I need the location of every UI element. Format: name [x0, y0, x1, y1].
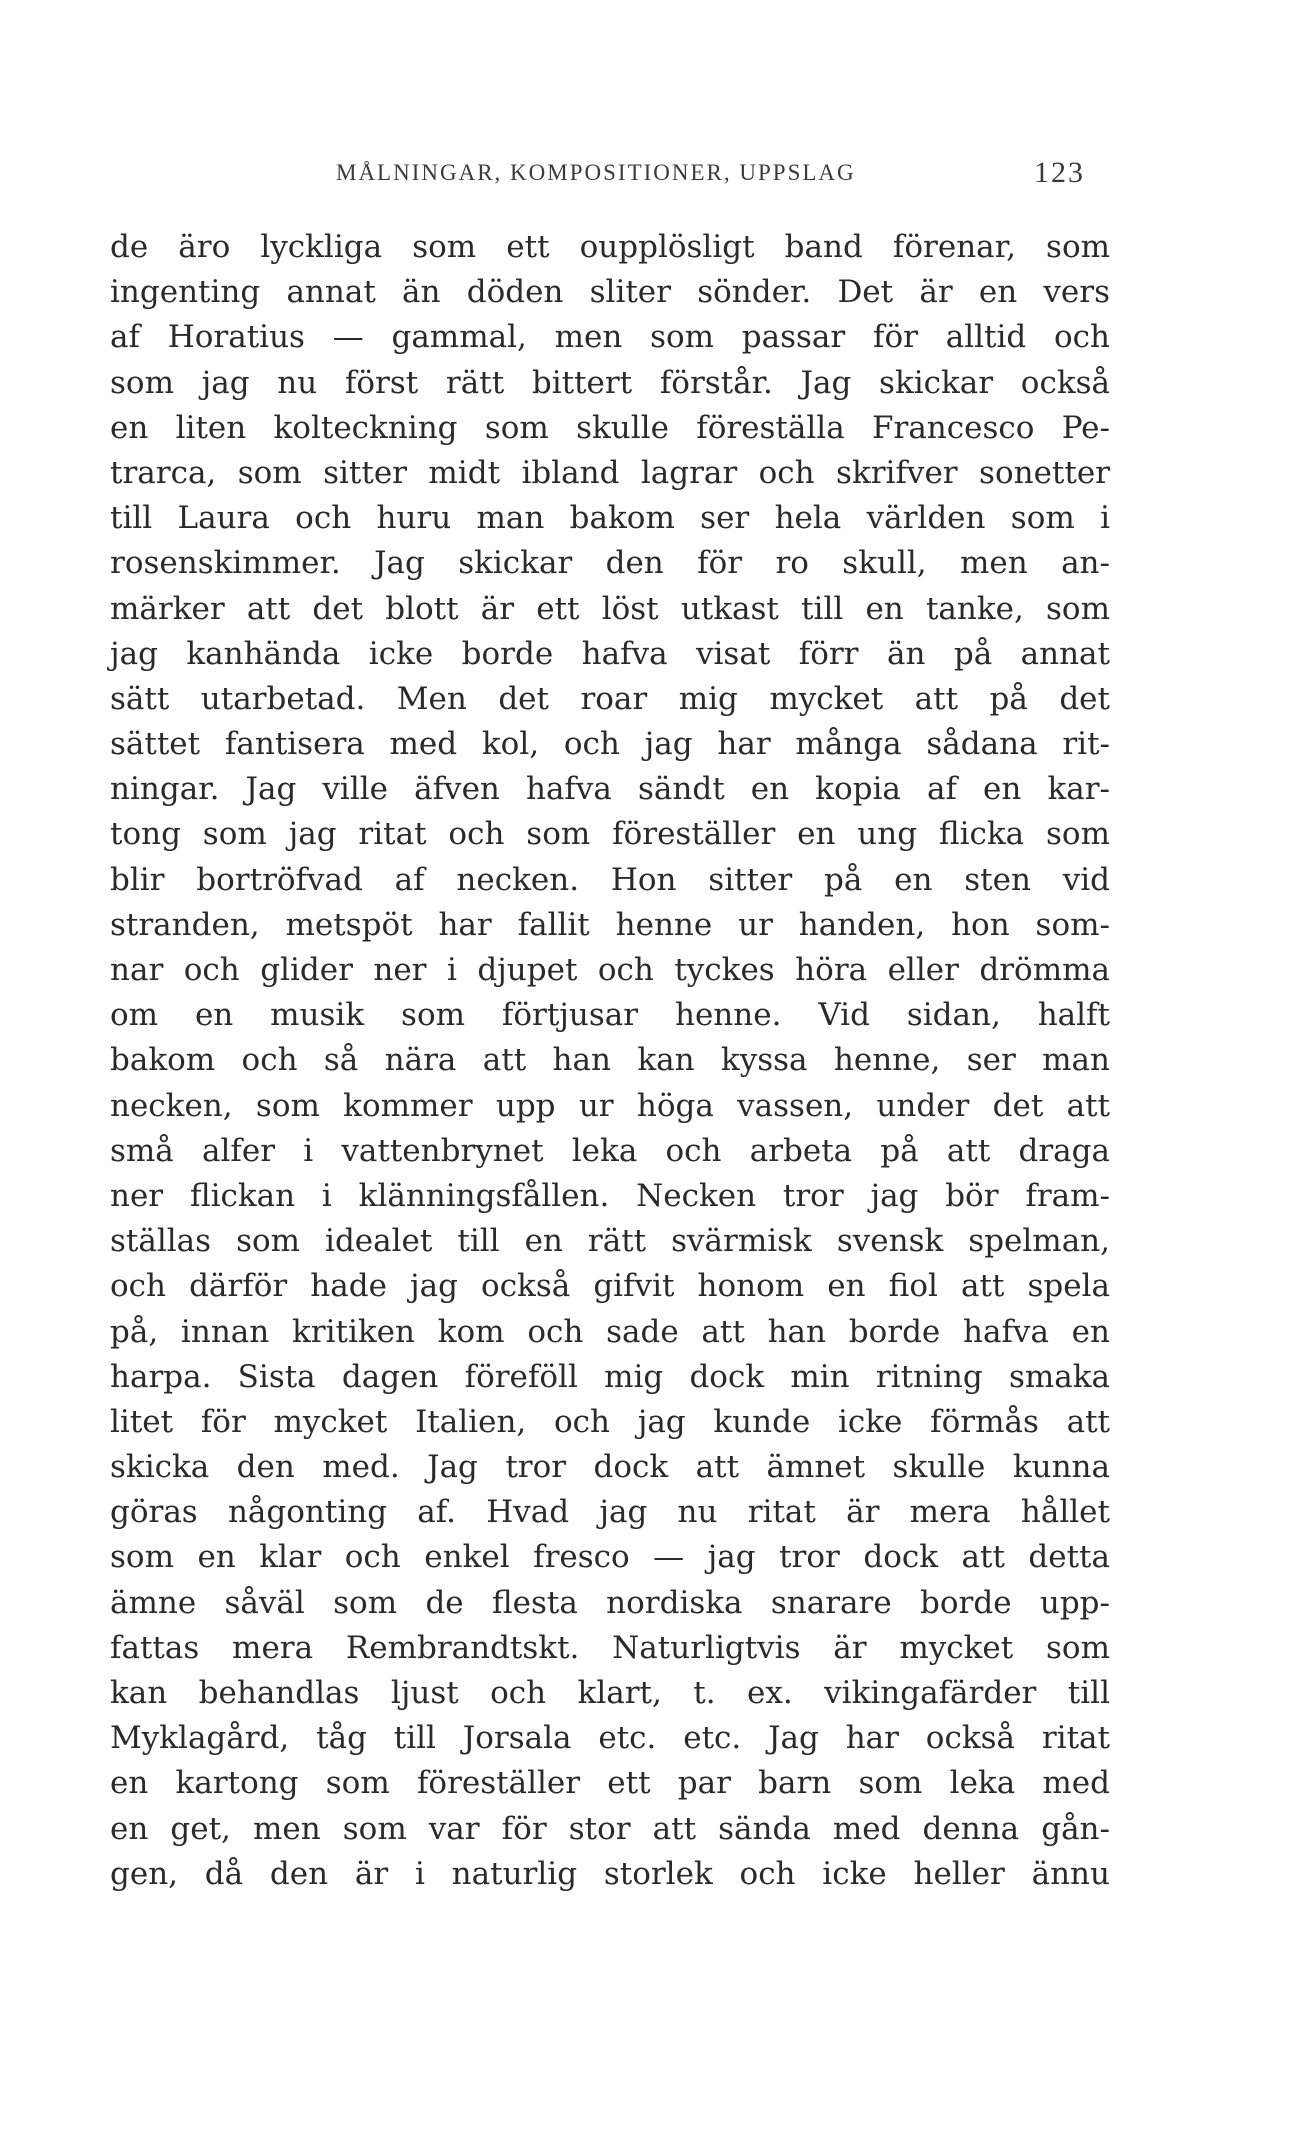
text-line: som jag nu först rätt bittert förstår. Jag skickar också [110, 364, 1110, 401]
text-line: gen, då den är i naturlig storlek och icke heller ännu [110, 1855, 1110, 1892]
text-line: stranden, metspöt har fallit henne ur handen, hon som- [110, 906, 1110, 943]
text-line: ställas som idealet till en rätt svärmisk svensk spelman, [110, 1223, 1110, 1260]
text-line: sätt utarbetad. Men det roar mig mycket att på det [110, 680, 1110, 717]
text-line: ingenting annat än döden sliter sönder. Det är en vers [110, 274, 1110, 311]
text-line: af Horatius — gammal, men som passar för alltid och [110, 319, 1110, 356]
text-line: tong som jag ritat och som föreställer en ung flicka som [110, 816, 1110, 853]
text-line: kan behandlas ljust och klart, t. ex. vikingafärder till [110, 1675, 1110, 1711]
text-line: en get, men som var för stor att sända med denna gån- [110, 1810, 1110, 1847]
text-line: små alfer i vattenbrynet leka och arbeta på att draga [110, 1132, 1110, 1169]
text-line: som en klar och enkel fresco — jag tror dock att detta [110, 1539, 1110, 1576]
text-line: nar och glider ner i djupet och tyckes höra eller drömma [110, 952, 1110, 988]
text-line: blir bortröfvad af necken. Hon sitter på en sten vid [110, 861, 1110, 898]
running-head [0, 156, 1300, 200]
text-line: litet för mycket Italien, och jag kunde icke förmås att [110, 1403, 1110, 1440]
text-line: en kartong som föreställer ett par barn som leka med [110, 1765, 1110, 1802]
text-line: sättet fantisera med kol, och jag har många sådana rit- [110, 726, 1110, 763]
text-line: ningar. Jag ville äfven hafva sändt en kopia af en kar- [110, 771, 1110, 808]
text-line: harpa. Sista dagen föreföll mig dock min ritning smaka [110, 1358, 1110, 1395]
text-line: jag kanhända icke borde hafva visat förr än på annat [110, 635, 1110, 672]
text-line: bakom och så nära att han kan kyssa henne, ser man [110, 1042, 1110, 1079]
text-line: rosenskimmer. Jag skickar den för ro skull, men an- [110, 545, 1110, 582]
text-line: och därför hade jag också gifvit honom en fiol att spela [110, 1268, 1110, 1305]
text-line: en liten kolteckning som skulle föreställa Francesco Pe- [110, 409, 1110, 446]
text-line: göras någonting af. Hvad jag nu ritat är mera hållet [110, 1494, 1110, 1531]
running-title: MÅLNINGAR, KOMPOSITIONER, UPPSLAG [336, 160, 856, 185]
text-line: Myklagård, tåg till Jorsala etc. etc. Jag har också ritat [110, 1720, 1110, 1757]
text-line: på, innan kritiken kom och sade att han borde hafva en [110, 1313, 1110, 1350]
text-line: ämne såväl som de flesta nordiska snarare borde upp- [110, 1584, 1110, 1621]
text-line: märker att det blott är ett löst utkast till en tanke, som [110, 590, 1110, 627]
text-line: till Laura och huru man bakom ser hela världen som i [110, 500, 1110, 537]
text-line: om en musik som förtjusar henne. Vid sidan, halft [110, 997, 1110, 1034]
text-line: skicka den med. Jag tror dock att ämnet skulle kunna [110, 1449, 1110, 1486]
text-line: de äro lyckliga som ett oupplösligt band förenar, som [110, 229, 1110, 265]
text-line: necken, som kommer upp ur höga vassen, under det att [110, 1087, 1110, 1124]
text-line: trarca, som sitter midt ibland lagrar och skrifver sonetter [110, 454, 1110, 491]
body-text [110, 225, 1110, 1897]
text-line: fattas mera Rembrandtskt. Naturligtvis är mycket som [110, 1629, 1110, 1666]
text-line: ner flickan i klänningsfållen. Necken tror jag bör fram- [110, 1177, 1110, 1214]
page-number: 123 [1034, 156, 1085, 189]
